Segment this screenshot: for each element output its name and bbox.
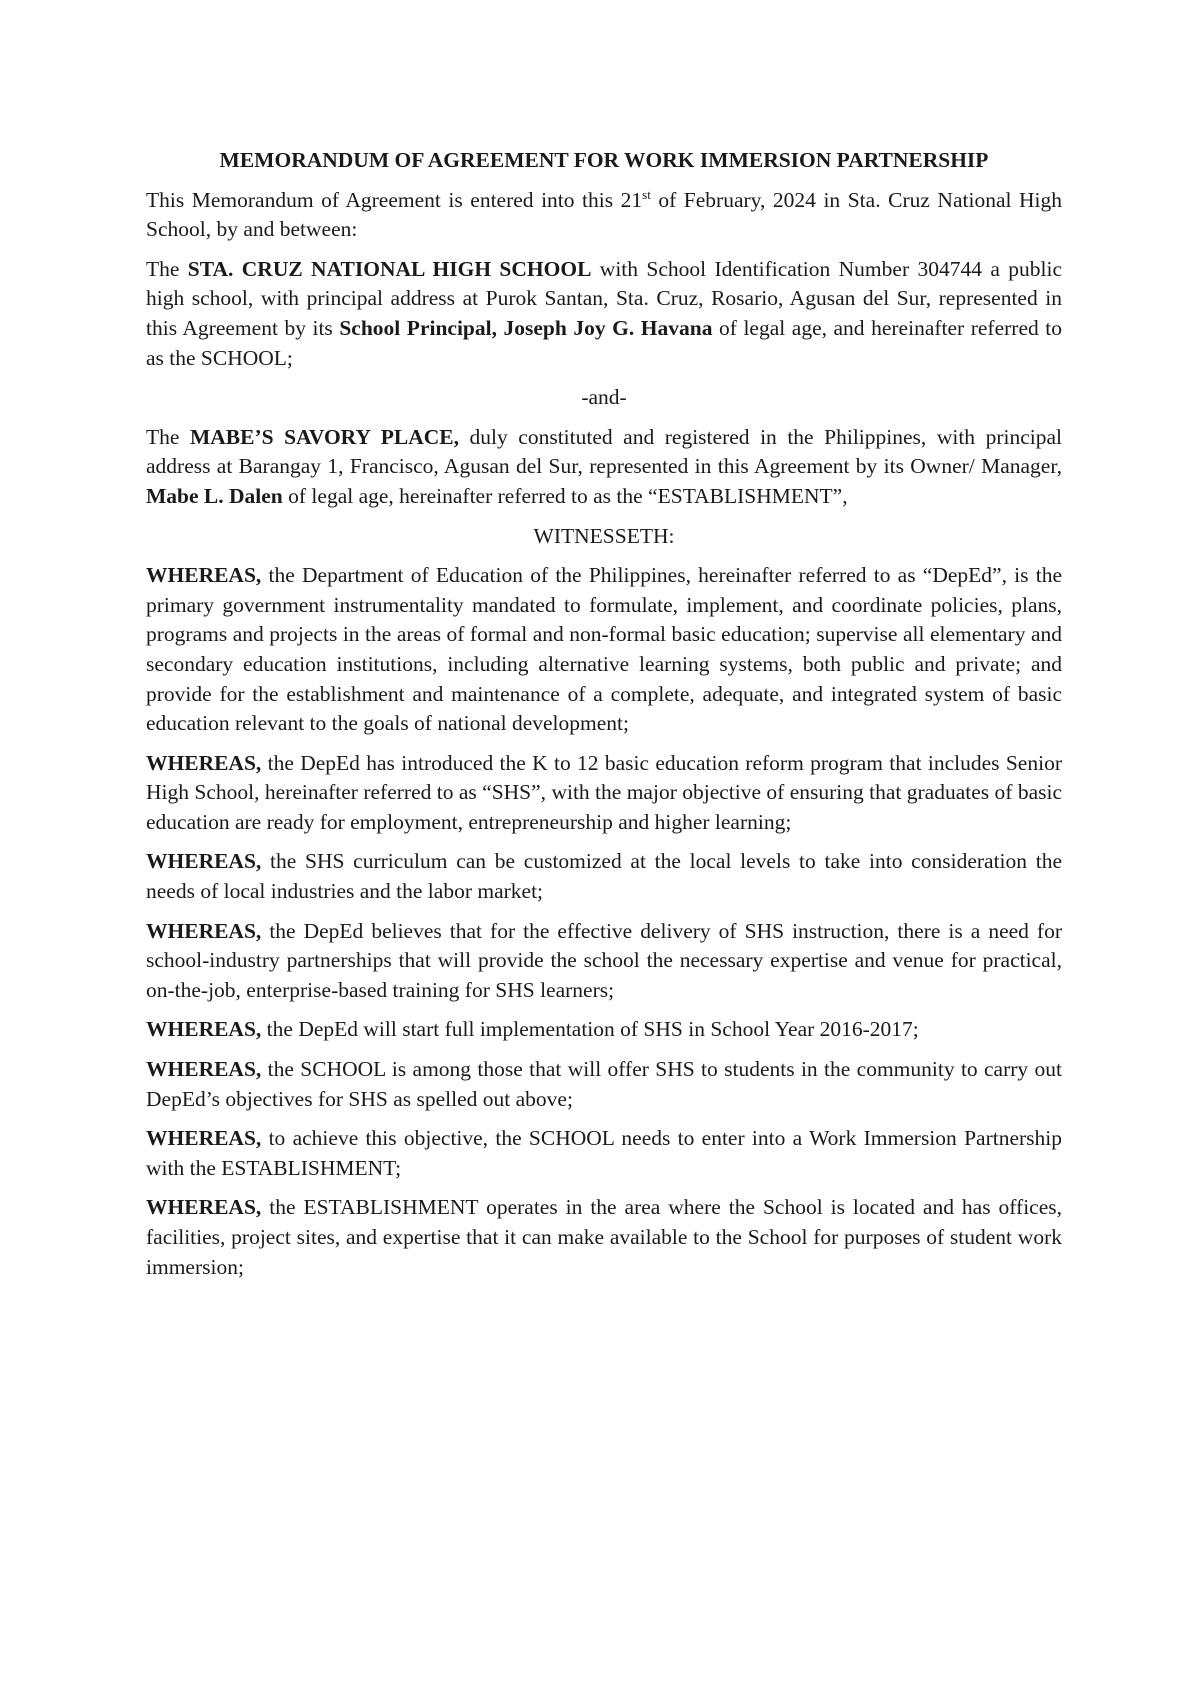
establishment-name: MABE’S SAVORY PLACE, (189, 424, 459, 449)
whereas-clause: WHEREAS, the SCHOOL is among those that will offer SHS to students in the community to carry out DepEd’s objectives for SHS as spelled out above; (146, 1057, 1062, 1111)
whereas-clause: WHEREAS, the ESTABLISHMENT operates in the area where the School is located and has offices, facilities, project sites, and expertise that it can make available to the School for purposes of student work immersion; (146, 1195, 1062, 1279)
whereas-clause: WHEREAS, the SHS curriculum can be customized at the local levels to take into consideration the needs of local industries and the labor market; (146, 849, 1062, 904)
school-principal: School Principal, Joseph Joy G. Havana (339, 315, 713, 340)
document-title: MEMORANDUM OF AGREEMENT FOR WORK IMMERSION PARTNERSHIP (219, 148, 989, 172)
establishment-owner: Mabe L. Dalen (146, 483, 283, 508)
party-establishment-paragraph: The MABE’S SAVORY PLACE, duly constituted and registered in the Philippines, with principal address at Barangay 1, Francisco, Agusan del Sur, represented in this Agreement by its Owner/ Manager, Mabe L. Dalen of legal age, hereinafter referred to as the “ESTABLISHMENT”, (146, 424, 1063, 508)
whereas-clause: WHEREAS, the DepEd has introduced the K to 12 basic education reform program that includes Senior High School, hereinafter referred to as “SHS”, with the major objective of ensuring that graduates of basic education are ready for employment, entrepreneurship and higher learning; (146, 750, 1062, 834)
whereas-clause: WHEREAS, the DepEd believes that for the effective delivery of SHS instruction, there is a need for school-industry partnerships that will provide the school the necessary expertise and venue for practical, on-the-job, enterprise-based training for SHS learners; (146, 918, 1062, 1002)
school-name: STA. CRUZ NATIONAL HIGH SCHOOL (187, 256, 592, 281)
whereas-clause: WHEREAS, to achieve this objective, the SCHOOL needs to enter into a Work Immersion Partnership with the ESTABLISHMENT; (146, 1126, 1062, 1180)
whereas-clause: WHEREAS, the Department of Education of the Philippines, hereinafter referred to as “DepEd”, is the primary government instrumentality mandated to formulate, implement, and coordinate policies, plans, programs and projects in the areas of formal and non-formal basic education; supervise all elementary and secondary education institutions, including alternative learning systems, both public and private; and provide for the establishment and maintenance of a complete, adequate, and integrated system of basic education relevant to the goals of national development; (146, 563, 1062, 736)
intro-paragraph: This Memorandum of Agreement is entered into this 21st of February, 2024 in Sta. Cruz National High School, by and between: (146, 186, 1062, 242)
whereas-clause: WHEREAS, the DepEd will start full implementation of SHS in School Year 2016-2017; (146, 1017, 919, 1042)
document-page (146, 146, 1062, 1292)
witnesseth-heading: WITNESSETH: (533, 523, 675, 548)
party-school-paragraph: The STA. CRUZ NATIONAL HIGH SCHOOL with School Identification Number 304744 a public high school, with principal address at Purok Santan, Sta. Cruz, Rosario, Agusan del Sur, represented in this Agreement by its School Principal, Joseph Joy G. Havana of legal age, and hereinafter referred to as the SCHOOL; (146, 256, 1062, 370)
ordinal-suffix: st (642, 186, 651, 202)
and-separator: -and- (581, 385, 627, 410)
